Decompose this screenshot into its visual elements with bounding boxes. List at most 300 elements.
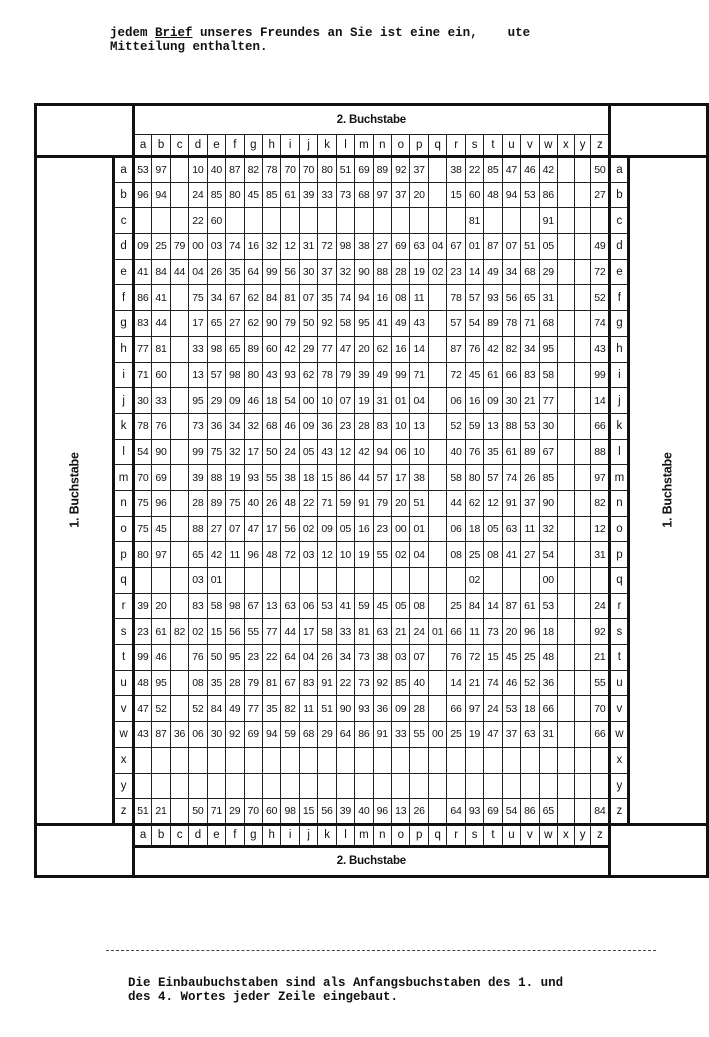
table-cell: 12 <box>281 234 299 260</box>
table-cell <box>428 542 446 568</box>
table-cell <box>133 208 152 234</box>
table-cell: 51 <box>318 696 336 722</box>
table-cell: 71 <box>521 311 539 337</box>
table-cell: 87 <box>502 593 520 619</box>
table-cell: 42 <box>484 336 502 362</box>
table-cell: 54 <box>133 439 152 465</box>
table-cell <box>133 773 152 799</box>
table-cell: 90 <box>262 311 280 337</box>
table-cell <box>262 747 280 773</box>
table-cell <box>521 773 539 799</box>
table-cell: 84 <box>262 285 280 311</box>
table-cell: 97 <box>465 696 483 722</box>
table-cell: 15 <box>484 645 502 671</box>
table-cell <box>484 208 502 234</box>
table-cell: 59 <box>465 413 483 439</box>
table-cell <box>299 773 317 799</box>
table-cell: 14 <box>447 670 465 696</box>
row-letter-right: i <box>610 362 629 388</box>
table-cell: 86 <box>336 465 354 491</box>
table-cell: 24 <box>484 696 502 722</box>
table-cell: 08 <box>392 285 410 311</box>
table-cell <box>392 747 410 773</box>
table-cell: 06 <box>189 722 207 748</box>
table-cell: 31 <box>539 722 557 748</box>
table-cell: 09 <box>484 388 502 414</box>
table-cell: 13 <box>392 799 410 825</box>
row-letter-left: g <box>114 311 133 337</box>
table-cell <box>574 593 591 619</box>
table-cell <box>465 773 483 799</box>
table-cell: 21 <box>392 619 410 645</box>
table-cell <box>373 747 391 773</box>
table-cell: 42 <box>281 336 299 362</box>
table-cell: 99 <box>392 362 410 388</box>
intro-underlined-word: Brief <box>155 26 193 40</box>
table-cell: 10 <box>392 413 410 439</box>
dashed-separator <box>106 950 656 951</box>
table-cell: 69 <box>355 157 373 183</box>
intro-line1-pre: jedem <box>110 26 156 40</box>
table-cell <box>336 208 354 234</box>
table-cell: 69 <box>392 234 410 260</box>
row-letter-right: v <box>610 696 629 722</box>
column-letter-bottom: z <box>591 824 610 846</box>
table-cell: 56 <box>281 259 299 285</box>
table-cell: 99 <box>189 439 207 465</box>
column-letter-bottom: v <box>521 824 539 846</box>
table-cell: 08 <box>484 542 502 568</box>
table-cell <box>557 542 574 568</box>
table-cell: 46 <box>502 670 520 696</box>
table-cell <box>281 568 299 594</box>
table-cell: 55 <box>410 722 428 748</box>
table-cell: 29 <box>318 722 336 748</box>
table-cell: 91 <box>502 490 520 516</box>
footnote-text <box>128 976 688 1004</box>
row-letter-right: f <box>610 285 629 311</box>
table-cell: 93 <box>355 696 373 722</box>
table-cell: 60 <box>152 362 170 388</box>
table-cell: 47 <box>133 696 152 722</box>
table-cell <box>557 465 574 491</box>
row-letter-left: o <box>114 516 133 542</box>
table-cell: 21 <box>465 670 483 696</box>
table-cell: 30 <box>502 388 520 414</box>
column-letter-bottom: y <box>574 824 591 846</box>
row-letter-left: k <box>114 413 133 439</box>
table-cell: 13 <box>410 413 428 439</box>
table-cell: 04 <box>189 259 207 285</box>
table-cell: 07 <box>226 516 244 542</box>
table-cell: 71 <box>207 799 225 825</box>
table-cell: 75 <box>133 490 152 516</box>
table-cell: 38 <box>447 157 465 183</box>
table-cell: 04 <box>299 645 317 671</box>
table-cell: 45 <box>244 182 262 208</box>
table-cell: 39 <box>189 465 207 491</box>
table-cell: 33 <box>152 388 170 414</box>
table-cell: 62 <box>465 490 483 516</box>
table-cell <box>170 285 188 311</box>
table-cell: 02 <box>465 568 483 594</box>
table-cell: 91 <box>539 208 557 234</box>
table-cell: 42 <box>539 157 557 183</box>
table-cell: 36 <box>170 722 188 748</box>
row-letter-right: q <box>610 568 629 594</box>
table-cell <box>170 568 188 594</box>
table-cell <box>336 747 354 773</box>
table-cell: 52 <box>521 670 539 696</box>
table-cell: 54 <box>539 542 557 568</box>
table-cell: 69 <box>244 722 262 748</box>
table-cell <box>299 747 317 773</box>
table-cell: 42 <box>207 542 225 568</box>
row-header-left <box>36 157 114 825</box>
table-cell: 92 <box>226 722 244 748</box>
table-cell <box>557 157 574 183</box>
row-letter-left: c <box>114 208 133 234</box>
table-cell: 04 <box>410 542 428 568</box>
table-cell: 26 <box>207 259 225 285</box>
table-cell <box>557 336 574 362</box>
table-cell: 76 <box>152 413 170 439</box>
table-cell <box>574 362 591 388</box>
table-cell: 61 <box>502 439 520 465</box>
table-cell: 05 <box>336 516 354 542</box>
row-letter-right: c <box>610 208 629 234</box>
table-cell: 86 <box>133 285 152 311</box>
table-cell <box>336 568 354 594</box>
table-cell: 58 <box>336 311 354 337</box>
table-cell: 96 <box>244 542 262 568</box>
table-cell <box>170 516 188 542</box>
table-cell: 68 <box>262 413 280 439</box>
table-cell <box>428 208 446 234</box>
table-cell: 11 <box>521 516 539 542</box>
row-letter-right: y <box>610 773 629 799</box>
table-cell: 04 <box>428 234 446 260</box>
table-cell: 14 <box>591 388 610 414</box>
table-cell <box>207 773 225 799</box>
table-cell: 22 <box>262 645 280 671</box>
table-cell: 66 <box>591 722 610 748</box>
table-cell: 63 <box>521 722 539 748</box>
table-cell: 39 <box>133 593 152 619</box>
table-cell: 46 <box>281 413 299 439</box>
table-cell: 95 <box>539 336 557 362</box>
table-cell: 64 <box>281 645 299 671</box>
table-cell: 91 <box>318 670 336 696</box>
table-cell: 51 <box>133 799 152 825</box>
table-cell <box>521 568 539 594</box>
table-cell <box>557 516 574 542</box>
table-cell <box>170 157 188 183</box>
table-cell <box>428 670 446 696</box>
row-letter-right: x <box>610 747 629 773</box>
table-cell: 82 <box>591 490 610 516</box>
table-cell: 02 <box>392 542 410 568</box>
table-cell <box>355 747 373 773</box>
table-cell: 89 <box>484 311 502 337</box>
table-cell <box>574 568 591 594</box>
table-cell: 18 <box>539 619 557 645</box>
column-letter-top: g <box>244 135 262 157</box>
row-letter-right: g <box>610 311 629 337</box>
table-cell: 52 <box>189 696 207 722</box>
row-letter-right: b <box>610 182 629 208</box>
table-cell: 62 <box>373 336 391 362</box>
table-cell: 38 <box>373 645 391 671</box>
table-cell: 35 <box>207 670 225 696</box>
table-cell: 98 <box>336 234 354 260</box>
table-cell <box>591 208 610 234</box>
table-cell: 61 <box>484 362 502 388</box>
table-cell: 68 <box>539 311 557 337</box>
table-cell: 16 <box>244 234 262 260</box>
table-cell: 95 <box>355 311 373 337</box>
row-letter-left: w <box>114 722 133 748</box>
table-cell <box>373 208 391 234</box>
table-cell: 98 <box>207 336 225 362</box>
table-cell: 24 <box>591 593 610 619</box>
table-cell: 96 <box>373 799 391 825</box>
table-cell: 56 <box>502 285 520 311</box>
table-cell <box>574 465 591 491</box>
row-letter-right: k <box>610 413 629 439</box>
corner-top-right <box>610 105 708 157</box>
table-cell: 98 <box>226 593 244 619</box>
table-cell: 77 <box>262 619 280 645</box>
table-cell <box>591 568 610 594</box>
table-cell: 35 <box>318 285 336 311</box>
table-cell: 40 <box>355 799 373 825</box>
table-cell: 31 <box>299 234 317 260</box>
table-cell: 09 <box>299 413 317 439</box>
table-cell: 43 <box>318 439 336 465</box>
table-cell: 97 <box>373 182 391 208</box>
table-cell <box>574 542 591 568</box>
table-cell <box>318 747 336 773</box>
table-cell <box>502 568 520 594</box>
table-cell: 76 <box>465 336 483 362</box>
table-cell: 98 <box>226 362 244 388</box>
table-cell: 35 <box>226 259 244 285</box>
table-cell: 56 <box>318 799 336 825</box>
table-cell: 83 <box>373 413 391 439</box>
table-cell: 18 <box>521 696 539 722</box>
table-cell: 96 <box>133 182 152 208</box>
table-cell: 19 <box>410 259 428 285</box>
table-cell: 71 <box>133 362 152 388</box>
table-cell <box>244 208 262 234</box>
table-cell <box>428 645 446 671</box>
table-cell <box>574 645 591 671</box>
table-cell <box>318 208 336 234</box>
table-cell: 11 <box>299 696 317 722</box>
table-cell <box>170 593 188 619</box>
table-cell: 43 <box>591 336 610 362</box>
row-letter-right: n <box>610 490 629 516</box>
table-cell: 05 <box>392 593 410 619</box>
table-cell: 13 <box>262 593 280 619</box>
table-cell: 53 <box>539 593 557 619</box>
column-letter-bottom: i <box>281 824 299 846</box>
table-cell: 51 <box>336 157 354 183</box>
row-letter-right: h <box>610 336 629 362</box>
table-cell: 20 <box>410 182 428 208</box>
table-cell: 64 <box>244 259 262 285</box>
table-cell: 43 <box>262 362 280 388</box>
table-cell: 88 <box>189 516 207 542</box>
table-cell: 13 <box>189 362 207 388</box>
table-cell: 44 <box>152 311 170 337</box>
table-cell: 01 <box>428 619 446 645</box>
table-cell: 73 <box>484 619 502 645</box>
table-cell <box>226 773 244 799</box>
table-cell: 34 <box>502 259 520 285</box>
column-letter-bottom: o <box>392 824 410 846</box>
table-cell: 94 <box>262 722 280 748</box>
row-letter-left: v <box>114 696 133 722</box>
table-cell: 33 <box>336 619 354 645</box>
table-cell: 04 <box>410 388 428 414</box>
table-cell <box>152 773 170 799</box>
table-cell: 78 <box>447 285 465 311</box>
table-cell: 86 <box>521 799 539 825</box>
table-cell <box>574 182 591 208</box>
table-cell: 29 <box>539 259 557 285</box>
table-cell: 79 <box>170 234 188 260</box>
intro-line2: Mitteilung enthalten. <box>110 40 268 54</box>
table-cell: 88 <box>373 259 391 285</box>
table-cell: 35 <box>262 696 280 722</box>
table-cell: 57 <box>207 362 225 388</box>
table-cell: 90 <box>152 439 170 465</box>
table-cell <box>428 439 446 465</box>
table-cell: 32 <box>539 516 557 542</box>
table-cell <box>281 208 299 234</box>
table-cell <box>428 773 446 799</box>
table-cell <box>428 593 446 619</box>
table-cell <box>557 208 574 234</box>
table-cell: 43 <box>410 311 428 337</box>
column-letter-bottom: b <box>152 824 170 846</box>
table-cell: 02 <box>299 516 317 542</box>
table-cell: 44 <box>281 619 299 645</box>
row-letter-left: e <box>114 259 133 285</box>
table-cell: 32 <box>262 234 280 260</box>
column-letter-bottom: m <box>355 824 373 846</box>
table-cell: 28 <box>410 696 428 722</box>
table-cell: 14 <box>410 336 428 362</box>
table-cell: 25 <box>465 542 483 568</box>
column-letter-top: k <box>318 135 336 157</box>
table-cell: 61 <box>281 182 299 208</box>
table-cell: 88 <box>591 439 610 465</box>
table-cell <box>428 799 446 825</box>
table-cell: 50 <box>207 645 225 671</box>
table-cell <box>262 208 280 234</box>
column-letter-top: i <box>281 135 299 157</box>
table-cell <box>591 747 610 773</box>
table-cell: 16 <box>465 388 483 414</box>
table-cell: 64 <box>447 799 465 825</box>
table-cell: 70 <box>133 465 152 491</box>
table-cell: 58 <box>207 593 225 619</box>
table-cell: 91 <box>373 722 391 748</box>
table-cell <box>539 773 557 799</box>
table-cell: 78 <box>502 311 520 337</box>
table-cell: 00 <box>539 568 557 594</box>
table-cell: 74 <box>226 234 244 260</box>
table-cell: 66 <box>447 696 465 722</box>
column-letter-top: t <box>484 135 502 157</box>
table-cell: 55 <box>591 670 610 696</box>
row-letter-right: e <box>610 259 629 285</box>
table-cell: 40 <box>244 490 262 516</box>
table-cell: 74 <box>336 285 354 311</box>
table-cell: 55 <box>373 542 391 568</box>
table-cell <box>557 311 574 337</box>
table-cell: 00 <box>189 234 207 260</box>
table-cell: 19 <box>355 388 373 414</box>
table-cell: 51 <box>410 490 428 516</box>
row-letter-right: d <box>610 234 629 260</box>
row-letter-left: m <box>114 465 133 491</box>
table-cell <box>244 773 262 799</box>
table-cell <box>170 465 188 491</box>
table-cell: 20 <box>152 593 170 619</box>
table-cell <box>484 568 502 594</box>
table-cell: 41 <box>133 259 152 285</box>
table-cell: 79 <box>281 311 299 337</box>
column-letter-bottom: x <box>557 824 574 846</box>
table-cell: 47 <box>244 516 262 542</box>
table-cell: 84 <box>591 799 610 825</box>
table-cell: 33 <box>189 336 207 362</box>
table-cell <box>318 568 336 594</box>
table-cell: 21 <box>521 388 539 414</box>
table-cell: 95 <box>189 388 207 414</box>
table-cell: 36 <box>373 696 391 722</box>
table-cell: 61 <box>521 593 539 619</box>
table-cell <box>170 799 188 825</box>
table-cell: 08 <box>410 593 428 619</box>
table-cell: 65 <box>521 285 539 311</box>
table-cell: 05 <box>299 439 317 465</box>
column-header-top: 2. Buchstabe <box>133 105 610 135</box>
table-cell: 27 <box>373 234 391 260</box>
table-cell: 38 <box>355 234 373 260</box>
table-cell <box>410 773 428 799</box>
table-cell <box>428 182 446 208</box>
table-cell: 81 <box>465 208 483 234</box>
row-letter-right: a <box>610 157 629 183</box>
table-cell: 82 <box>170 619 188 645</box>
table-cell: 94 <box>355 285 373 311</box>
column-letter-bottom: n <box>373 824 391 846</box>
table-cell: 75 <box>207 439 225 465</box>
table-cell: 36 <box>539 670 557 696</box>
table-cell: 31 <box>591 542 610 568</box>
table-cell: 17 <box>299 619 317 645</box>
table-cell: 94 <box>152 182 170 208</box>
table-cell: 86 <box>539 182 557 208</box>
row-letter-left: n <box>114 490 133 516</box>
table-cell: 82 <box>502 336 520 362</box>
table-cell: 56 <box>281 516 299 542</box>
